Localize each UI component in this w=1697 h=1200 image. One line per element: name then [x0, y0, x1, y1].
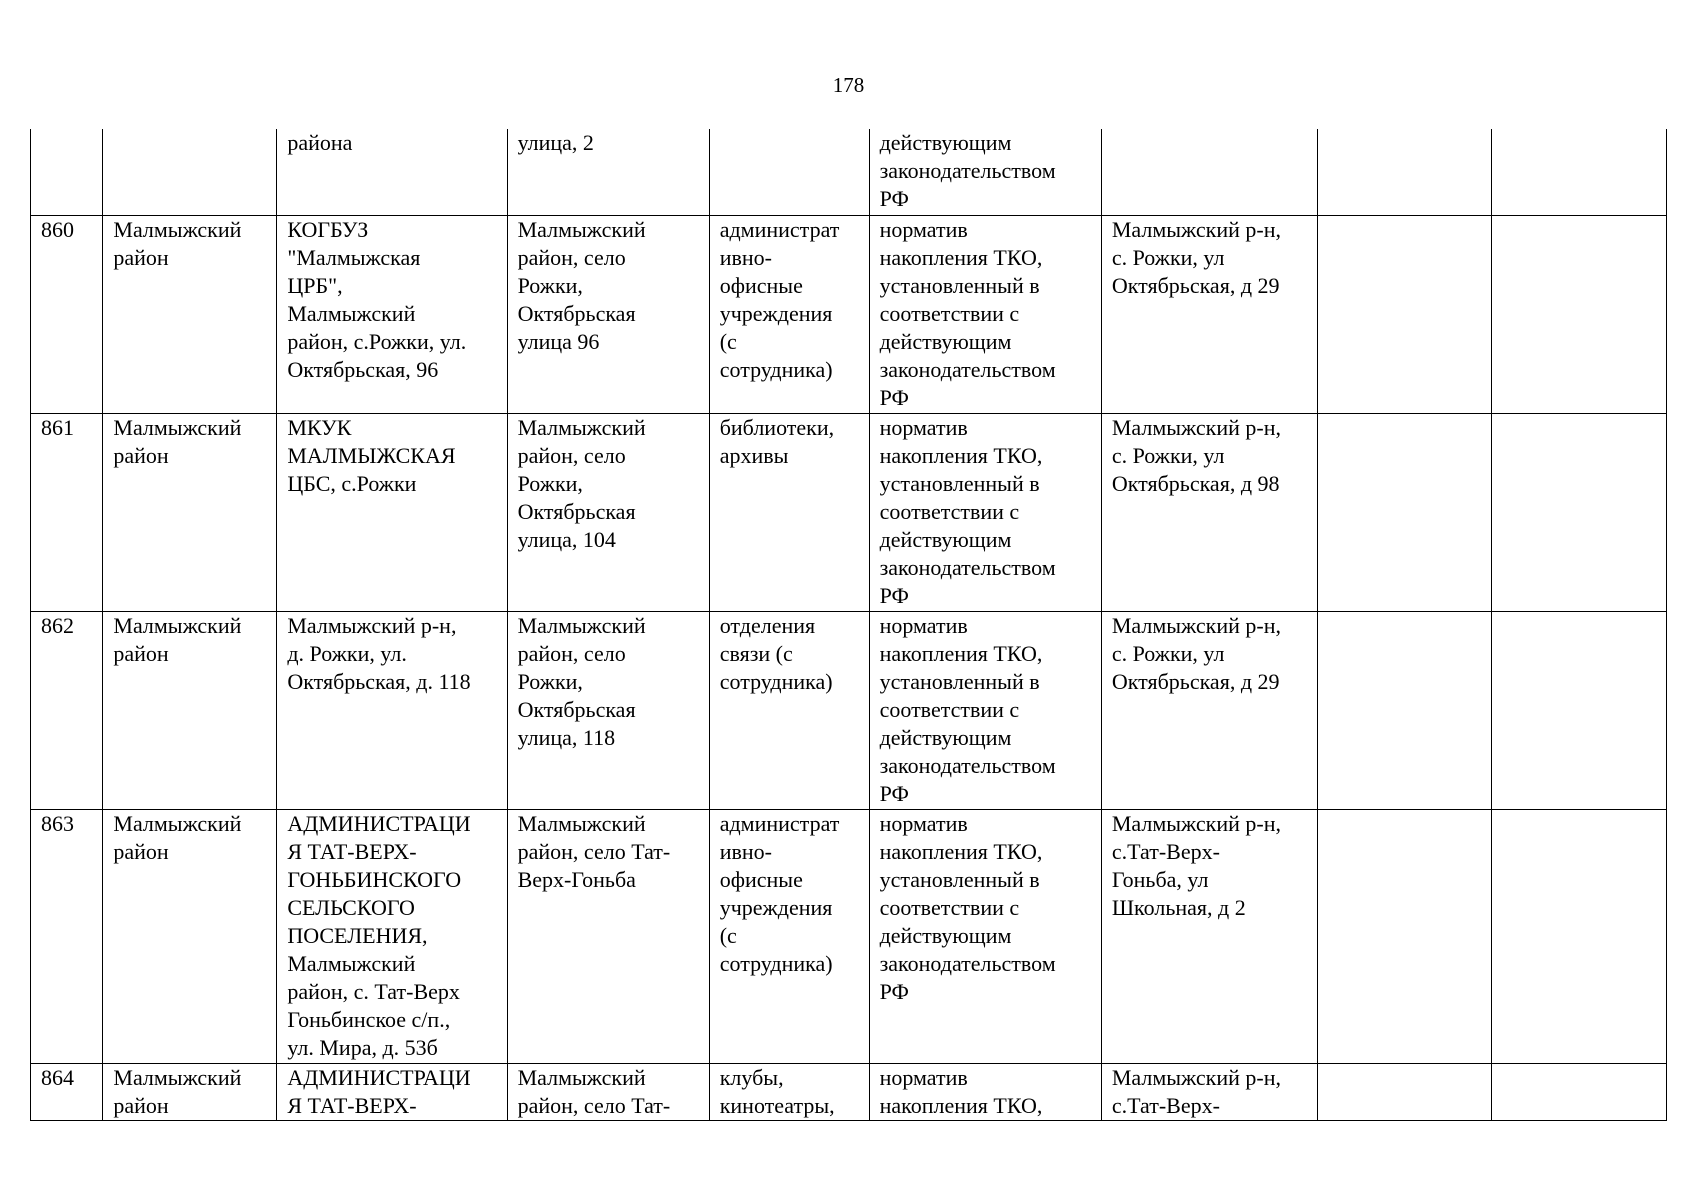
cell-organization: КОГБУЗ "Малмыжская ЦРБ", Малмыжский район, с.Рожки, ул. Октябрьская, 96 [277, 215, 507, 413]
cell-extra-1 [1318, 809, 1492, 1063]
cell-number: 860 [31, 215, 103, 413]
cell-category: клубы, кинотеатры, [709, 1063, 869, 1120]
cell-category: администрат ивно- офисные учреждения (с сотрудника) [709, 809, 869, 1063]
cell-norm: норматив накопления ТКО, [869, 1063, 1101, 1120]
table-row [31, 215, 1667, 413]
cell-number [31, 129, 103, 215]
cell-site-address [1101, 129, 1317, 215]
cell-site-address: Малмыжский р-н, с. Рожки, ул Октябрьская, д 29 [1101, 611, 1317, 809]
cell-number: 864 [31, 1063, 103, 1120]
cell-organization: Малмыжский р-н, д. Рожки, ул. Октябрьская, д. 118 [277, 611, 507, 809]
cell-address: Малмыжский район, село Тат- Верх-Гоньба [507, 809, 709, 1063]
cell-address: Малмыжский район, село Рожки, Октябрьская улица 96 [507, 215, 709, 413]
cell-category [709, 129, 869, 215]
table-row [31, 611, 1667, 809]
cell-norm: норматив накопления ТКО, установленный в соответствии с действующим законодательством РФ [869, 611, 1101, 809]
cell-organization: АДМИНИСТРАЦИ Я ТАТ-ВЕРХ- [277, 1063, 507, 1120]
cell-number: 861 [31, 413, 103, 611]
table-row [31, 413, 1667, 611]
cell-norm: действующим законодательством РФ [869, 129, 1101, 215]
cell-extra-2 [1492, 129, 1667, 215]
table-row [31, 809, 1667, 1063]
cell-extra-2 [1492, 1063, 1667, 1120]
cell-category: библиотеки, архивы [709, 413, 869, 611]
cell-norm: норматив накопления ТКО, установленный в соответствии с действующим законодательством РФ [869, 215, 1101, 413]
cell-site-address: Малмыжский р-н, с.Тат-Верх- [1101, 1063, 1317, 1120]
cell-extra-1 [1318, 129, 1492, 215]
cell-extra-2 [1492, 413, 1667, 611]
cell-organization: МКУК МАЛМЫЖСКАЯ ЦБС, с.Рожки [277, 413, 507, 611]
cell-district: Малмыжский район [103, 413, 277, 611]
cell-address: Малмыжский район, село Рожки, Октябрьская улица, 118 [507, 611, 709, 809]
cell-district: Малмыжский район [103, 1063, 277, 1120]
cell-address: улица, 2 [507, 129, 709, 215]
cell-norm: норматив накопления ТКО, установленный в соответствии с действующим законодательством РФ [869, 413, 1101, 611]
cell-site-address: Малмыжский р-н, с. Рожки, ул Октябрьская, д 29 [1101, 215, 1317, 413]
cell-number: 862 [31, 611, 103, 809]
cell-extra-1 [1318, 611, 1492, 809]
cell-category: администрат ивно- офисные учреждения (с сотрудника) [709, 215, 869, 413]
cell-organization: района [277, 129, 507, 215]
page-number: 178 [832, 73, 865, 97]
table-row-continued [31, 129, 1667, 215]
cell-category: отделения связи (с сотрудника) [709, 611, 869, 809]
cell-district: Малмыжский район [103, 215, 277, 413]
cell-organization: АДМИНИСТРАЦИ Я ТАТ-ВЕРХ- ГОНЬБИНСКОГО СЕЛЬСКОГО ПОСЕЛЕНИЯ, Малмыжский район, с. Тат-Верх Гоньбинское с/п., ул. Мира, д. 53б [277, 809, 507, 1063]
table-row [31, 1063, 1667, 1120]
cell-extra-2 [1492, 215, 1667, 413]
cell-site-address: Малмыжский р-н, с. Рожки, ул Октябрьская, д 98 [1101, 413, 1317, 611]
cell-district [103, 129, 277, 215]
cell-address: Малмыжский район, село Тат- [507, 1063, 709, 1120]
cell-district: Малмыжский район [103, 809, 277, 1063]
cell-extra-1 [1318, 215, 1492, 413]
cell-district: Малмыжский район [103, 611, 277, 809]
cell-extra-1 [1318, 413, 1492, 611]
cell-address: Малмыжский район, село Рожки, Октябрьская улица, 104 [507, 413, 709, 611]
cell-norm: норматив накопления ТКО, установленный в соответствии с действующим законодательством РФ [869, 809, 1101, 1063]
register-table [30, 129, 1667, 1121]
cell-extra-2 [1492, 809, 1667, 1063]
cell-extra-2 [1492, 611, 1667, 809]
cell-number: 863 [31, 809, 103, 1063]
cell-extra-1 [1318, 1063, 1492, 1120]
cell-site-address: Малмыжский р-н, с.Тат-Верх- Гоньба, ул Школьная, д 2 [1101, 809, 1317, 1063]
